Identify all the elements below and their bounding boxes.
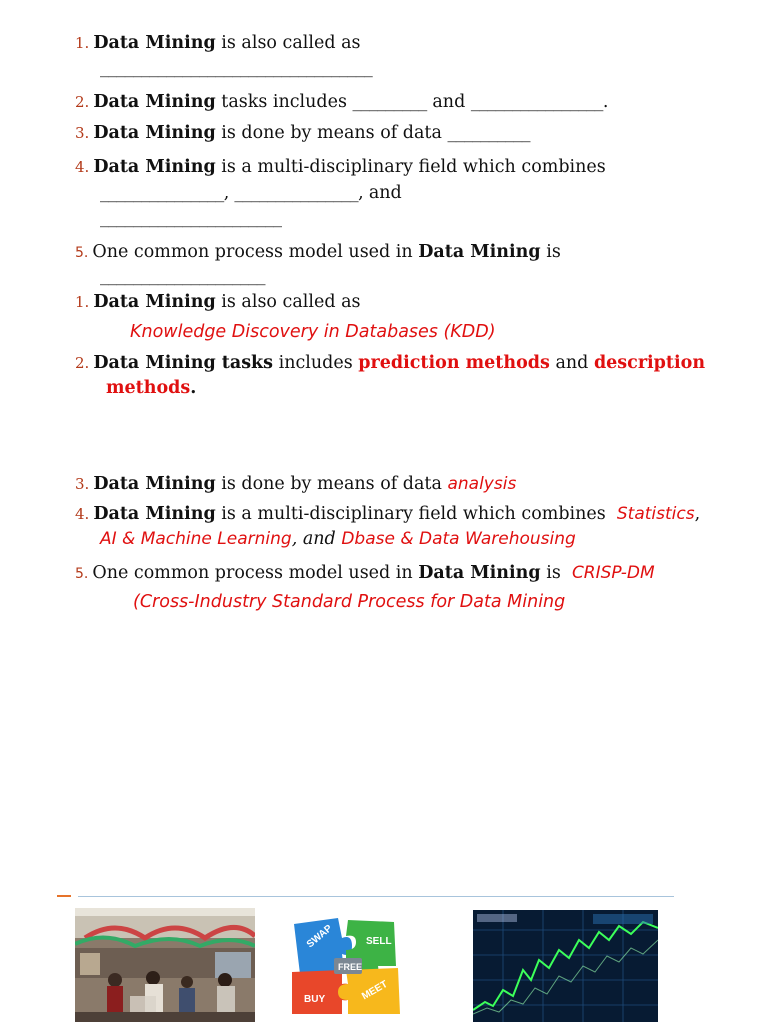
- answer-3: [75, 473, 516, 495]
- puzzle-buy-label: BUY: [304, 994, 326, 1005]
- puzzle-pieces-icon: [286, 914, 410, 1018]
- fill-blank: ____________________: [100, 266, 265, 286]
- answer-number: 1.: [75, 293, 90, 311]
- answer-5-expansion: (Cross-Industry Standard Process for Data Mining: [133, 592, 566, 612]
- conjunction: and: [555, 353, 589, 373]
- conjunction: and: [432, 92, 466, 112]
- answer-text: is a multi-disciplinary field which combines: [221, 504, 606, 524]
- conjunction: , and: [291, 529, 336, 549]
- term-data-mining: Data Mining: [93, 33, 216, 53]
- supermarket-photo: [75, 908, 255, 1022]
- fill-blank: _________________________________: [100, 58, 373, 78]
- puzzle-free-label: FREE: [338, 962, 363, 972]
- term-data-mining: Data Mining: [93, 157, 216, 177]
- question-text-is: is: [546, 242, 561, 262]
- answer-description: description: [593, 353, 706, 373]
- answer-number: 4.: [75, 505, 90, 523]
- stock-market-illustration: [473, 910, 658, 1022]
- question-number: 3.: [75, 124, 90, 142]
- answer-1: [75, 291, 361, 313]
- fill-blank: ______________________: [100, 208, 282, 228]
- question-2: [75, 91, 608, 113]
- accent-dash: [57, 895, 71, 897]
- question-number: 4.: [75, 158, 90, 176]
- answer-2-continued: [106, 377, 196, 399]
- term-data-mining: Data Mining: [93, 474, 216, 494]
- answer-text: is done by means of data: [221, 474, 442, 494]
- answer-number: 5.: [75, 566, 89, 582]
- answer-ai-machine-learning: AI & Machine Learning: [100, 529, 292, 549]
- answer-dbase-warehousing: Dbase & Data Warehousing: [341, 529, 576, 549]
- term-data-mining: Data Mining: [93, 504, 216, 524]
- term-data-mining: Data Mining: [418, 242, 541, 262]
- answer-text: One common process model used in: [92, 563, 413, 583]
- term-data-mining: Data Mining: [418, 563, 541, 583]
- question-4: [75, 156, 606, 178]
- question-1-blank: [100, 57, 372, 79]
- answer-4-continued: [100, 528, 576, 550]
- term-data-mining: Data Mining: [93, 123, 216, 143]
- answer-text: includes: [278, 353, 353, 373]
- supermarket-illustration: [75, 908, 255, 1022]
- answer-text: is also called as: [221, 292, 361, 312]
- question-4-blank-3: [100, 207, 282, 229]
- puzzle-meet-label: MEET: [360, 978, 390, 1003]
- question-1: [75, 32, 361, 54]
- puzzle-graphic: [286, 914, 410, 1018]
- answer-methods: methods: [106, 378, 191, 398]
- answer-prediction-methods: prediction methods: [358, 353, 550, 373]
- question-number: 1.: [75, 34, 90, 52]
- answer-2: [75, 352, 705, 374]
- question-5-blank: [100, 265, 265, 287]
- question-number: 2.: [75, 93, 90, 111]
- answer-number: 3.: [75, 475, 90, 493]
- stock-chart-photo: [473, 910, 658, 1022]
- answer-statistics: Statistics: [616, 504, 695, 524]
- fill-blank: __________: [447, 123, 530, 143]
- answer-crisp-dm: CRISP-DM: [571, 563, 655, 583]
- answer-1-value: Knowledge Discovery in Databases (KDD): [130, 322, 496, 342]
- answer-5: [75, 562, 655, 585]
- answer-text-is: is: [546, 563, 561, 583]
- question-5: [75, 241, 561, 264]
- question-text: tasks includes: [221, 92, 347, 112]
- question-3: [75, 122, 530, 144]
- puzzle-sell-label: SELL: [366, 936, 392, 947]
- fill-blank: _________: [352, 92, 427, 112]
- question-4-blanks: [100, 182, 402, 204]
- answer-number: 2.: [75, 354, 90, 372]
- question-number: 5.: [75, 245, 89, 261]
- term-data-mining-tasks: Data Mining tasks: [93, 353, 274, 373]
- answer-analysis: analysis: [447, 474, 517, 494]
- period: .: [190, 378, 197, 398]
- term-data-mining: Data Mining: [93, 292, 216, 312]
- question-text: is done by means of data: [221, 123, 442, 143]
- answer-4: [75, 503, 700, 525]
- puzzle-swap-label: SWAP: [304, 922, 335, 951]
- term-data-mining: Data Mining: [93, 92, 216, 112]
- divider-line: [78, 896, 674, 897]
- fill-blank: _______________,: [100, 183, 229, 203]
- fill-blank: _______________,: [234, 183, 364, 203]
- question-text: is also called as: [221, 33, 361, 53]
- conjunction: and: [368, 183, 402, 203]
- question-text: One common process model used in: [92, 242, 413, 262]
- question-text: is a multi-disciplinary field which combines: [221, 157, 606, 177]
- comma: ,: [694, 504, 701, 524]
- fill-blank: ________________.: [470, 92, 608, 112]
